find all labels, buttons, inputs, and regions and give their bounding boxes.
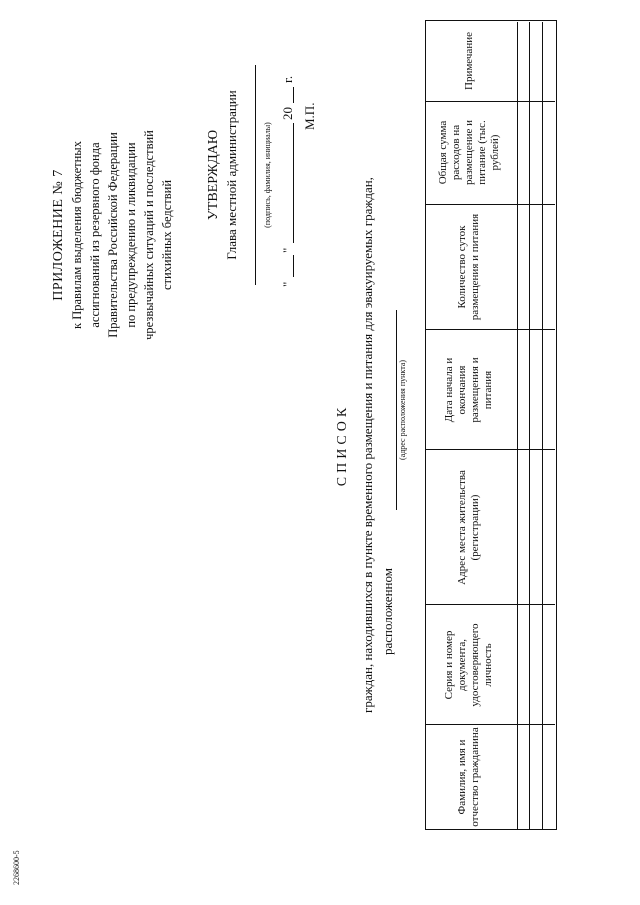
column-divider bbox=[425, 724, 555, 725]
appendix-line: Правительства Российской Федерации bbox=[106, 132, 120, 338]
year-prefix: 20 bbox=[280, 107, 295, 120]
list-title: СПИСОК bbox=[335, 403, 350, 487]
approval-title: УТВЕРЖДАЮ bbox=[206, 129, 221, 221]
header-days: Количество суток размещения и питания bbox=[456, 213, 481, 321]
appendix-line: стихийных бедствий bbox=[160, 179, 174, 291]
appendix-title: ПРИЛОЖЕНИЕ № 7 bbox=[51, 169, 66, 301]
appendix-line: по предупреждению и ликвидации bbox=[124, 142, 138, 328]
appendix-line: чрезвычайных ситуаций и последствий bbox=[142, 130, 156, 340]
approval-block bbox=[205, 45, 319, 305]
date-quote-open: " bbox=[280, 281, 295, 287]
list-subtitle: граждан, находившихся в пункте временного размещения и питания для эвакуируемых граждан, bbox=[360, 177, 375, 713]
seal-mark: М.П. bbox=[302, 102, 317, 130]
month-line bbox=[293, 123, 294, 243]
header-note: Примечание bbox=[462, 32, 475, 90]
header-address: Адрес места жительства (регистрации) bbox=[456, 470, 481, 585]
address-line bbox=[396, 310, 397, 510]
day-line bbox=[293, 255, 294, 277]
row-divider bbox=[542, 22, 543, 830]
located-label: расположенном bbox=[380, 568, 395, 655]
date-row bbox=[277, 45, 299, 305]
header-total-cost: Общая сумма расходов на размещение и питание (тыс. рублей) bbox=[436, 119, 501, 186]
header-dates: Дата начала и окончания размещения и питания bbox=[443, 357, 494, 423]
citizens-table bbox=[425, 20, 557, 830]
year-suffix: г. bbox=[280, 75, 295, 83]
column-divider bbox=[425, 604, 555, 605]
signature-hint: (подпись, фамилия, инициалы) bbox=[263, 122, 272, 228]
header-document: Серия и номер документа, удостоверяющего личность bbox=[443, 623, 494, 707]
signature-line bbox=[255, 65, 256, 285]
row-divider bbox=[517, 22, 518, 830]
year-line bbox=[293, 87, 294, 103]
appendix-line: ассигнований из резервного фонда bbox=[88, 142, 102, 328]
row-divider bbox=[529, 22, 530, 830]
column-divider bbox=[425, 101, 555, 102]
document-code: 2268600-5 bbox=[12, 850, 21, 885]
appendix-block bbox=[50, 25, 176, 445]
column-divider bbox=[425, 204, 555, 205]
column-divider bbox=[425, 329, 555, 330]
address-hint: (адрес расположения пункта) bbox=[398, 359, 407, 461]
date-quote-close: " bbox=[280, 247, 295, 253]
column-divider bbox=[425, 449, 555, 450]
appendix-line: к Правилам выделения бюджетных bbox=[70, 141, 84, 329]
header-full-name: Фамилия, имя и отчество гражданина bbox=[456, 727, 481, 827]
approval-position: Глава местной администрации bbox=[224, 90, 239, 260]
